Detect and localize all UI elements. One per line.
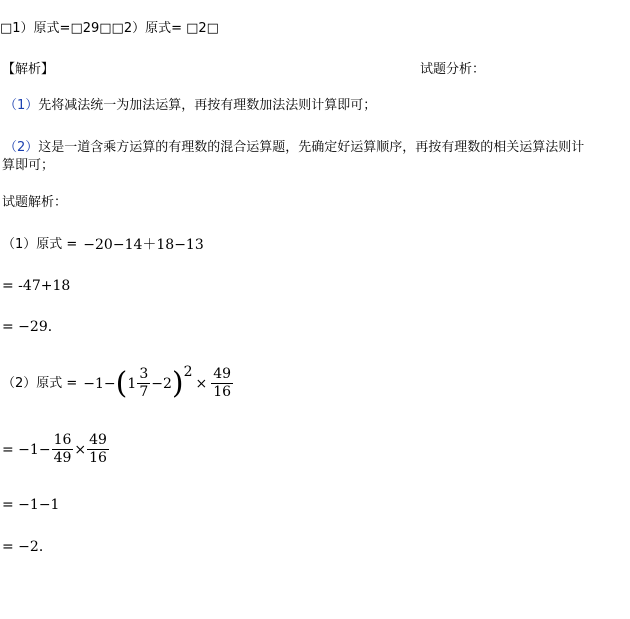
sol1-expr: −20−14＋18−13 (83, 237, 204, 253)
sol1-line2: = -47+18 (2, 278, 71, 294)
power: 2 (183, 364, 193, 380)
sol2-line2-eq: = −1− (2, 441, 51, 458)
step1-text: 先将减法统一为加法运算，再按有理数加法法则计算即可； (38, 98, 377, 113)
step1 (4, 98, 376, 114)
times-sign: × (195, 375, 208, 392)
mixed-fraction (137, 366, 150, 401)
fraction-numerator: 49 (213, 366, 232, 382)
sol1-line1 (2, 237, 204, 253)
section-heading: 【解析】 (2, 62, 55, 77)
fraction-b-denominator: 16 (89, 450, 107, 466)
solution-label: 试题解析： (2, 195, 68, 210)
answer-line: □1）原式=□29□□2）原式= □2□ (0, 21, 219, 36)
analysis-label: 试题分析： (420, 62, 486, 77)
step2-number: （2） (4, 140, 39, 155)
step2-line2: 算即可； (2, 158, 55, 173)
sol1-label: （1）原式 = (2, 237, 78, 252)
sol2-label: （2）原式 = (2, 375, 78, 391)
fraction-a-numerator: 16 (53, 432, 72, 448)
mixed-whole: 1 (127, 375, 137, 392)
fraction-16-49 (52, 432, 74, 467)
times-sign-2: × (74, 441, 87, 458)
minus-two: −2 (151, 375, 172, 392)
fraction-denominator: 16 (213, 384, 232, 400)
step1-number: （1） (4, 98, 39, 113)
sol2-lead: −1− (83, 375, 116, 392)
step2-text-a: 这是一道含乘方运算的有理数的混合运算题，先确定好运算顺序，再按有理数的相关运算法则计 (38, 140, 585, 155)
fraction-b-numerator: 49 (89, 432, 107, 448)
right-paren: ) (171, 365, 184, 401)
sol2-line4: = −2． (2, 539, 53, 555)
fraction-a-denominator: 49 (53, 450, 72, 466)
sol2-line3: = −1−1 (2, 497, 60, 513)
fraction-49-16 (211, 366, 233, 401)
mixed-numerator: 3 (139, 366, 149, 382)
fraction-49-16-b (87, 432, 109, 467)
sol1-line3: = −29． (2, 319, 62, 335)
left-paren: ( (115, 365, 128, 401)
sol2-line1 (2, 366, 234, 401)
sol2-line2 (2, 432, 110, 467)
mixed-denominator: 7 (139, 384, 149, 400)
step2-line1 (4, 140, 584, 156)
